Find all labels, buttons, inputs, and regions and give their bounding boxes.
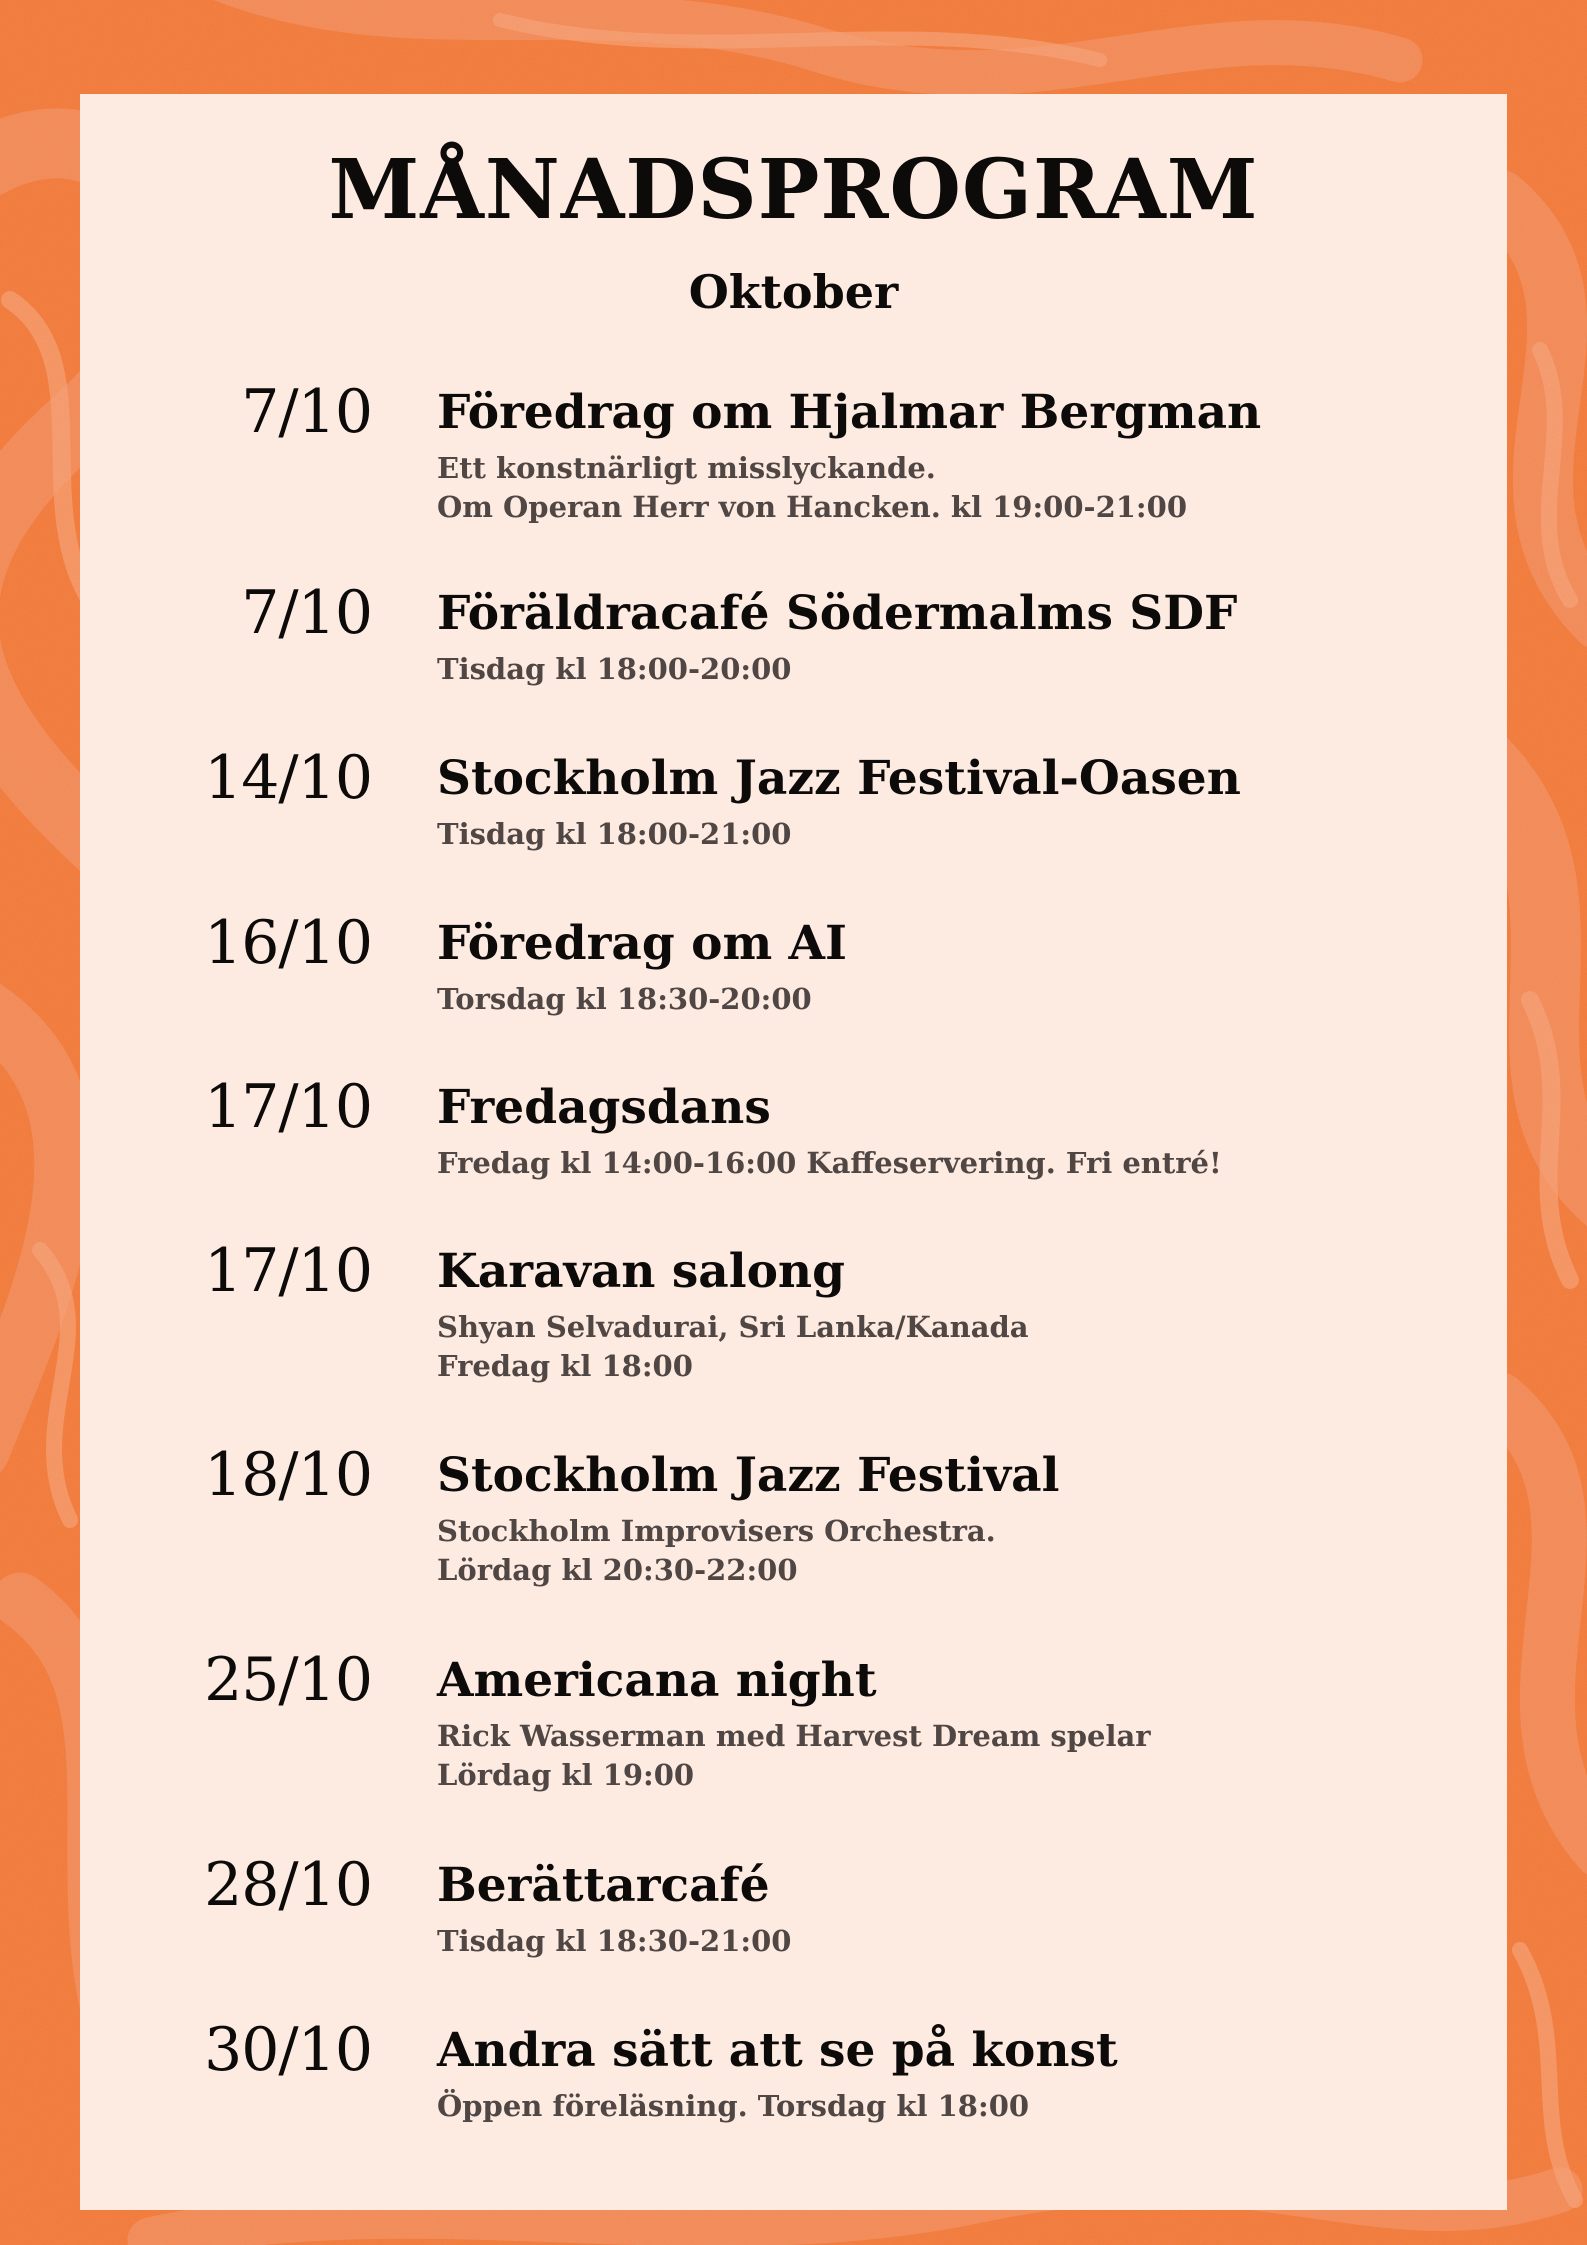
event-date: 17/10 — [204, 1072, 372, 1142]
event-detail-line: Fredag kl 14:00-16:00 Kaffeservering. Fri entré! — [437, 1146, 1222, 1180]
event-detail-line: Torsdag kl 18:30-20:00 — [437, 982, 812, 1016]
event-title: Föräldracafé Södermalms SDF — [437, 586, 1238, 641]
event-detail-line: Tisdag kl 18:30-21:00 — [437, 1924, 792, 1958]
event-details — [437, 1922, 791, 1961]
event-details — [437, 1512, 996, 1590]
event-date: 14/10 — [204, 743, 372, 813]
event-detail-line: Stockholm Improvisers Orchestra. — [437, 1514, 996, 1548]
event-title: Stockholm Jazz Festival — [437, 1448, 1060, 1503]
event-detail-line: Rick Wasserman med Harvest Dream spelar — [437, 1719, 1151, 1753]
event-title: Americana night — [437, 1653, 877, 1708]
event-details — [437, 980, 812, 1019]
month-subtitle: Oktober — [688, 265, 899, 319]
event-detail-line: Lördag kl 19:00 — [437, 1758, 695, 1792]
page-title: MÅNADSPROGRAM — [328, 142, 1259, 238]
event-details — [437, 449, 1187, 527]
event-detail-line: Ett konstnärligt misslyckande. — [437, 451, 936, 485]
event-detail-line: Tisdag kl 18:00-20:00 — [437, 652, 792, 686]
event-details — [437, 815, 791, 854]
event-detail-line: Shyan Selvadurai, Sri Lanka/Kanada — [437, 1310, 1029, 1344]
event-date: 30/10 — [204, 2015, 372, 2085]
event-detail-line: Öppen föreläsning. Torsdag kl 18:00 — [437, 2089, 1030, 2123]
event-title: Föredrag om AI — [437, 916, 848, 971]
event-details — [437, 1308, 1029, 1386]
event-date: 18/10 — [204, 1440, 372, 1510]
event-date: 28/10 — [204, 1850, 372, 1920]
event-title: Stockholm Jazz Festival-Oasen — [437, 751, 1241, 806]
event-details — [437, 1717, 1151, 1795]
event-detail-line: Fredag kl 18:00 — [437, 1349, 693, 1383]
event-date: 7/10 — [241, 578, 372, 648]
event-details — [437, 1144, 1222, 1183]
event-title: Berättarcafé — [437, 1858, 770, 1913]
event-title: Fredagsdans — [437, 1080, 771, 1135]
event-date: 25/10 — [204, 1645, 372, 1715]
event-date: 16/10 — [204, 908, 372, 978]
event-title: Andra sätt att se på konst — [437, 2023, 1118, 2078]
event-title: Föredrag om Hjalmar Bergman — [437, 385, 1262, 440]
event-detail-line: Om Operan Herr von Hancken. kl 19:00-21:00 — [437, 490, 1187, 524]
event-details — [437, 650, 791, 689]
event-date: 17/10 — [204, 1236, 372, 1306]
event-details — [437, 2087, 1029, 2126]
event-date: 7/10 — [241, 377, 372, 447]
event-detail-line: Tisdag kl 18:00-21:00 — [437, 817, 792, 851]
event-title: Karavan salong — [437, 1244, 845, 1299]
event-detail-line: Lördag kl 20:30-22:00 — [437, 1553, 798, 1587]
